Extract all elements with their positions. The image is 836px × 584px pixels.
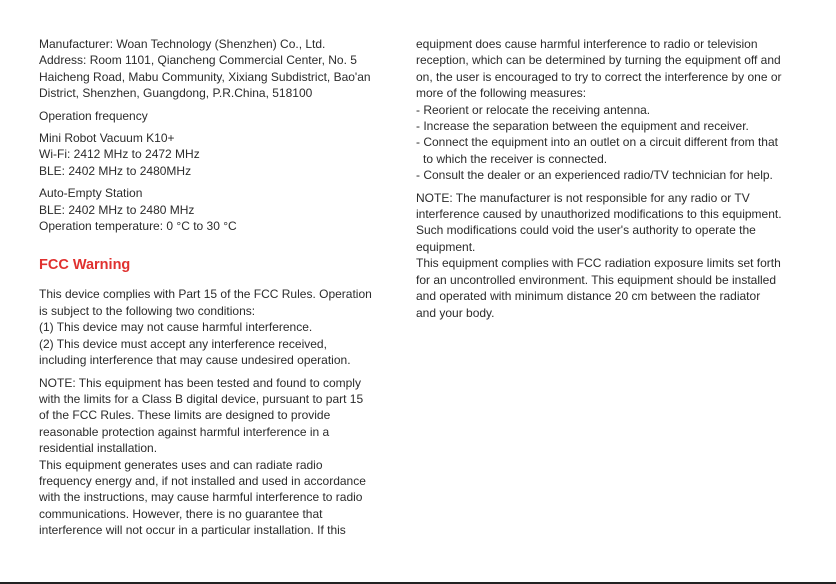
paragraph-line: communications. However, there is no guarantee that bbox=[39, 506, 323, 521]
auto-empty-specs bbox=[39, 185, 384, 234]
ble-frequency: BLE: 2402 MHz to 2480MHz bbox=[39, 163, 192, 178]
address-line: District, Shenzhen, Guangdong, P.R.China, 518100 bbox=[39, 86, 313, 101]
paragraph-line: residential installation. bbox=[39, 441, 158, 456]
paragraph-line: NOTE: The manufacturer is not responsible for any radio or TV bbox=[416, 190, 750, 205]
measure-item: - Connect the equipment into an outlet on a circuit different from that bbox=[416, 135, 778, 150]
paragraph-line: NOTE: This equipment has been tested and found to comply bbox=[39, 375, 361, 390]
wifi-frequency: Wi-Fi: 2412 MHz to 2472 MHz bbox=[39, 147, 200, 162]
paragraph-line: including interference that may cause undesired operation. bbox=[39, 353, 351, 368]
ble-frequency: BLE: 2402 MHz to 2480 MHz bbox=[39, 202, 195, 217]
paragraph-line: interference caused by unauthorized modifications to this equipment. bbox=[416, 207, 782, 222]
paragraph-line: of the FCC Rules. These limits are designed to provide bbox=[39, 408, 331, 423]
paragraph-line: equipment does cause harmful interference to radio or television bbox=[416, 37, 758, 51]
paragraph-line: This equipment complies with FCC radiation exposure limits set forth bbox=[416, 256, 781, 271]
robot-vacuum-specs bbox=[39, 130, 384, 179]
manufacturer-line: Manufacturer: Woan Technology (Shenzhen) Co., Ltd. bbox=[39, 37, 326, 51]
paragraph-line: is subject to the following two conditions: bbox=[39, 303, 256, 318]
operation-temperature: Operation temperature: 0 °C to 30 °C bbox=[39, 219, 237, 234]
measure-item-continued: to which the receiver is connected. bbox=[423, 151, 608, 166]
paragraph-line: (1) This device may not cause harmful interference. bbox=[39, 320, 313, 335]
manufacturer-note-paragraph bbox=[416, 190, 806, 321]
fcc-compliance-paragraph bbox=[39, 286, 384, 368]
paragraph-line: and your body. bbox=[416, 305, 495, 320]
paragraph-line: Such modifications could void the user's authority to operate the bbox=[416, 223, 756, 238]
operation-frequency-title: Operation frequency bbox=[39, 108, 148, 123]
paragraph-line: and operated with minimum distance 20 cm between the radiator bbox=[416, 289, 761, 304]
paragraph-line: for an uncontrolled environment. This equipment should be installed bbox=[416, 272, 776, 287]
paragraph-line: with the instructions, may cause harmful interference to radio bbox=[39, 490, 363, 505]
paragraph-line: reasonable protection against harmful interference in a bbox=[39, 424, 330, 439]
fcc-warning-heading: FCC Warning bbox=[39, 257, 131, 274]
paragraph-line: frequency energy and, if not installed and used in accordance bbox=[39, 473, 366, 488]
paragraph-line: interference will not occur in a particular installation. If this bbox=[39, 523, 346, 538]
class-b-note-paragraph bbox=[39, 375, 384, 539]
address-line: Haicheng Road, Mabu Community, Xixiang Subdistrict, Bao'an bbox=[39, 69, 371, 84]
paragraph-line: reception, which can be determined by turning the equipment off and bbox=[416, 53, 781, 68]
measure-item: - Consult the dealer or an experienced radio/TV technician for help. bbox=[416, 168, 773, 183]
product-name: Mini Robot Vacuum K10+ bbox=[39, 131, 175, 146]
left-column bbox=[39, 36, 384, 545]
paragraph-line: on, the user is encouraged to try to correct the interference by one or bbox=[416, 69, 782, 84]
measure-item: - Increase the separation between the equipment and receiver. bbox=[416, 119, 749, 134]
station-name: Auto-Empty Station bbox=[39, 186, 143, 201]
interference-measures-paragraph bbox=[416, 36, 806, 184]
paragraph-line: more of the following measures: bbox=[416, 86, 587, 101]
right-column bbox=[416, 36, 806, 327]
paragraph-line: equipment. bbox=[416, 239, 476, 254]
address-line: Address: Room 1101, Qiancheng Commercial Center, No. 5 bbox=[39, 53, 357, 68]
measure-item: - Reorient or relocate the receiving antenna. bbox=[416, 102, 651, 117]
manufacturer-info bbox=[39, 36, 384, 102]
paragraph-line: (2) This device must accept any interference received, bbox=[39, 336, 327, 351]
paragraph-line: This device complies with Part 15 of the FCC Rules. Operation bbox=[39, 287, 372, 302]
paragraph-line: with the limits for a Class B digital device, pursuant to part 15 bbox=[39, 391, 364, 406]
paragraph-line: This equipment generates uses and can radiate radio bbox=[39, 457, 323, 472]
